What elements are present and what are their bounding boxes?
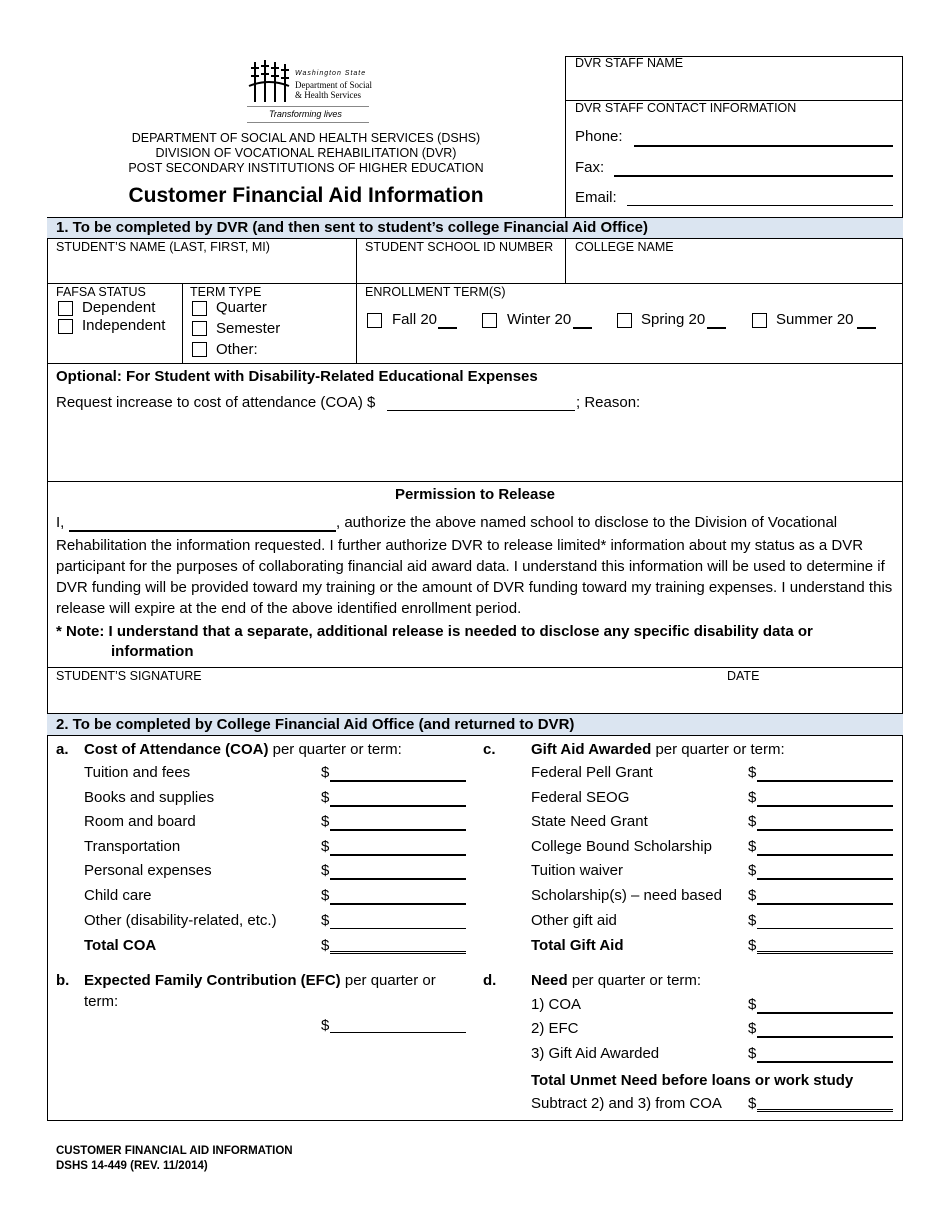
- gift-aid-currency: $: [748, 887, 757, 904]
- efc-title-line2: term:: [84, 993, 119, 1010]
- logo-tagline: Transforming lives: [269, 109, 342, 119]
- optional-heading: Optional: For Student with Disability-Related Educational Expenses: [56, 368, 538, 385]
- coa-amount-field[interactable]: [330, 903, 466, 905]
- need-amount-field[interactable]: [757, 1061, 893, 1063]
- coa-reason-field[interactable]: [56, 415, 896, 477]
- total-gift-aid-field[interactable]: [757, 951, 893, 954]
- form-title: Customer Financial Aid Information: [128, 184, 484, 207]
- note-line2: information: [111, 643, 194, 660]
- need-item: 2) EFC: [531, 1020, 579, 1037]
- unmet-need-field[interactable]: [757, 1109, 893, 1112]
- fafsa-label: FAFSA STATUS: [56, 285, 146, 299]
- efc-amount-field[interactable]: [330, 1032, 466, 1033]
- fafsa-dependent-checkbox[interactable]: [58, 301, 73, 316]
- efc-title-bold: Expected Family Contribution (EFC): [84, 972, 341, 989]
- enroll-spring-year-field[interactable]: [707, 327, 726, 329]
- total-gift-aid-label: Total Gift Aid: [531, 937, 624, 954]
- student-name-field[interactable]: [48, 256, 356, 282]
- coa-item: Tuition and fees: [84, 764, 191, 781]
- coa-currency: $: [321, 912, 330, 929]
- enroll-spring-label: Spring 20: [641, 311, 706, 328]
- coa-title-bold: Cost of Attendance (COA): [84, 741, 269, 758]
- gift-aid-currency: $: [748, 912, 757, 929]
- logo-line3: & Health Services: [295, 90, 361, 100]
- coa-currency: $: [321, 813, 330, 830]
- gift-aid-currency: $: [748, 764, 757, 781]
- gift-aid-currency: $: [748, 838, 757, 855]
- need-currency: $: [748, 1095, 757, 1112]
- coa-title-rest: per quarter or term:: [268, 741, 402, 758]
- student-signature-field[interactable]: [48, 685, 718, 712]
- coa-title: [84, 741, 402, 758]
- gift-aid-item: Federal SEOG: [531, 789, 630, 806]
- need-currency: $: [748, 1045, 757, 1062]
- gift-aid-item: College Bound Scholarship: [531, 838, 712, 855]
- coa-amount-field[interactable]: [330, 805, 466, 807]
- coa-request-amount-field[interactable]: [387, 410, 575, 411]
- enroll-summer-year-field[interactable]: [857, 327, 876, 329]
- term-semester-label: Semester: [216, 320, 281, 337]
- gift-aid-amount-field[interactable]: [757, 928, 893, 929]
- total-coa-label: Total COA: [84, 937, 157, 954]
- coa-amount-field[interactable]: [330, 829, 466, 831]
- need-amount-field[interactable]: [757, 1036, 893, 1038]
- b-letter: b.: [56, 972, 70, 989]
- term-other-label: Other:: [216, 341, 258, 358]
- coa-item: Personal expenses: [84, 862, 212, 879]
- staff-name-field[interactable]: [566, 72, 902, 98]
- college-name-field[interactable]: [566, 256, 902, 282]
- date-label: DATE: [727, 669, 760, 683]
- dshs-logo: [247, 58, 372, 120]
- enrollment-term-label: ENROLLMENT TERM(S): [365, 285, 506, 299]
- enroll-winter-checkbox[interactable]: [482, 313, 497, 328]
- school-id-label: STUDENT SCHOOL ID NUMBER: [365, 240, 554, 254]
- enroll-spring-checkbox[interactable]: [617, 313, 632, 328]
- permission-heading: Permission to Release: [394, 486, 556, 503]
- term-type-label: TERM TYPE: [190, 285, 262, 299]
- coa-item: Books and supplies: [84, 789, 215, 806]
- need-item: 3) Gift Aid Awarded: [531, 1045, 660, 1062]
- coa-currency: $: [321, 937, 330, 954]
- fafsa-independent-label: Independent: [82, 317, 166, 334]
- coa-item: Transportation: [84, 838, 181, 855]
- coa-item: Other (disability-related, etc.): [84, 912, 277, 929]
- gift-aid-amount-field[interactable]: [757, 903, 893, 905]
- enroll-winter-year-field[interactable]: [573, 327, 592, 329]
- coa-currency: $: [321, 789, 330, 806]
- unmet-need-heading: Total Unmet Need before loans or work study: [531, 1072, 854, 1089]
- signature-label: STUDENT’S SIGNATURE: [56, 669, 202, 683]
- gift-aid-title-bold: Gift Aid Awarded: [531, 741, 652, 758]
- email-label: Email:: [575, 189, 617, 206]
- term-other-checkbox[interactable]: [192, 342, 207, 357]
- term-quarter-checkbox[interactable]: [192, 301, 207, 316]
- gift-aid-amount-field[interactable]: [757, 878, 893, 880]
- coa-amount-field[interactable]: [330, 878, 466, 880]
- fax-field[interactable]: [614, 175, 893, 177]
- efc-title-rest: per quarter or: [340, 972, 436, 989]
- coa-currency: $: [321, 887, 330, 904]
- need-title-rest: per quarter or term:: [567, 972, 702, 989]
- footer-form-name: CUSTOMER FINANCIAL AID INFORMATION: [56, 1145, 293, 1157]
- college-name-label: COLLEGE NAME: [575, 240, 674, 254]
- efc-currency: $: [321, 1017, 330, 1034]
- phone-label: Phone:: [575, 128, 623, 145]
- d-letter: d.: [483, 972, 497, 989]
- need-item: 1) COA: [531, 996, 582, 1013]
- student-name-label: STUDENT’S NAME (LAST, FIRST, MI): [56, 240, 270, 254]
- enroll-summer-checkbox[interactable]: [752, 313, 767, 328]
- gift-aid-item: Federal Pell Grant: [531, 764, 653, 781]
- coa-currency: $: [321, 838, 330, 855]
- need-currency: $: [748, 996, 757, 1013]
- gift-aid-item: State Need Grant: [531, 813, 648, 830]
- gift-aid-item: Scholarship(s) – need based: [531, 887, 722, 904]
- institution-type: POST SECONDARY INSTITUTIONS OF HIGHER EDUCATION: [128, 161, 484, 175]
- need-currency: $: [748, 1020, 757, 1037]
- permission-name-field[interactable]: [69, 530, 336, 532]
- section1-heading: 1. To be completed by DVR (and then sent to student’s college Financial Aid Office): [47, 218, 903, 238]
- enroll-fall-year-field[interactable]: [438, 327, 457, 329]
- footer-form-number: DSHS 14-449 (REV. 11/2014): [56, 1160, 208, 1172]
- coa-request-text: Request increase to cost of attendance (COA) $: [56, 394, 376, 411]
- signature-date-field[interactable]: [720, 685, 902, 712]
- section2-heading: 2. To be completed by College Financial Aid Office (and returned to DVR): [47, 714, 903, 735]
- term-quarter-label: Quarter: [216, 299, 267, 316]
- need-title-bold: Need: [531, 972, 568, 989]
- coa-item: Room and board: [84, 813, 196, 830]
- term-semester-checkbox[interactable]: [192, 321, 207, 336]
- gift-aid-amount-field[interactable]: [757, 829, 893, 831]
- phone-field[interactable]: [634, 145, 893, 147]
- enroll-summer-label: Summer 20: [776, 311, 854, 328]
- gift-aid-title-rest: per quarter or term:: [651, 741, 785, 758]
- gift-aid-title: [531, 741, 785, 758]
- dshs-logo-mark-icon: [247, 58, 291, 104]
- need-title: [531, 972, 701, 989]
- c-letter: c.: [483, 741, 496, 758]
- coa-item: Child care: [84, 887, 152, 904]
- a-letter: a.: [56, 741, 69, 758]
- logo-line1: Washington State: [295, 70, 367, 77]
- gift-aid-amount-field[interactable]: [757, 780, 893, 782]
- coa-currency: $: [321, 764, 330, 781]
- unmet-need-label: Subtract 2) and 3) from COA: [531, 1095, 722, 1112]
- staff-contact-label: DVR STAFF CONTACT INFORMATION: [575, 101, 797, 115]
- note-line1: * Note: I understand that a separate, additional release is needed to disclose any specific disability data or: [56, 623, 813, 640]
- gift-aid-item: Tuition waiver: [531, 862, 623, 879]
- gift-aid-amount-field[interactable]: [757, 805, 893, 807]
- department-name: DEPARTMENT OF SOCIAL AND HEALTH SERVICES (DSHS): [131, 131, 481, 145]
- coa-currency: $: [321, 862, 330, 879]
- permission-line1: , authorize the above named school to disclose to the Division of Vocational: [336, 514, 838, 531]
- gift-aid-amount-field[interactable]: [757, 854, 893, 856]
- enroll-fall-label: Fall 20: [392, 311, 438, 328]
- logo-line2: Department of Social: [295, 80, 372, 90]
- coa-amount-field[interactable]: [330, 854, 466, 856]
- division-name: DIVISION OF VOCATIONAL REHABILITATION (DVR): [155, 146, 457, 160]
- coa-amount-field[interactable]: [330, 928, 466, 929]
- gift-aid-currency: $: [748, 813, 757, 830]
- coa-reason-label: ; Reason:: [576, 394, 641, 411]
- need-amount-field[interactable]: [757, 1012, 893, 1014]
- department-block: [100, 131, 512, 176]
- fafsa-dependent-label: Dependent: [82, 299, 156, 316]
- gift-aid-item: Other gift aid: [531, 912, 617, 929]
- fafsa-independent-checkbox[interactable]: [58, 319, 73, 334]
- staff-name-label: DVR STAFF NAME: [575, 56, 684, 70]
- school-id-field[interactable]: [357, 256, 565, 282]
- fax-label: Fax:: [575, 159, 605, 176]
- permission-i: I,: [56, 514, 65, 531]
- efc-title: [84, 972, 436, 989]
- coa-amount-field[interactable]: [330, 780, 466, 782]
- enroll-winter-label: Winter 20: [507, 311, 572, 328]
- enroll-fall-checkbox[interactable]: [367, 313, 382, 328]
- gift-aid-currency: $: [748, 862, 757, 879]
- email-field[interactable]: [627, 205, 893, 206]
- total-coa-field[interactable]: [330, 951, 466, 954]
- gift-aid-currency: $: [748, 937, 757, 954]
- gift-aid-currency: $: [748, 789, 757, 806]
- permission-text: Rehabilitation the information requested. I further authorize DVR to release limited* information about my status as a DVR participant for the purposes of collaborating financial aid award data. I understand this information will be used to determine if DVR funding will be provided toward my training or the amount of DVR funding toward my training expenses. I understand this release will expire at the end of the above identified enrollment period.: [56, 537, 893, 617]
